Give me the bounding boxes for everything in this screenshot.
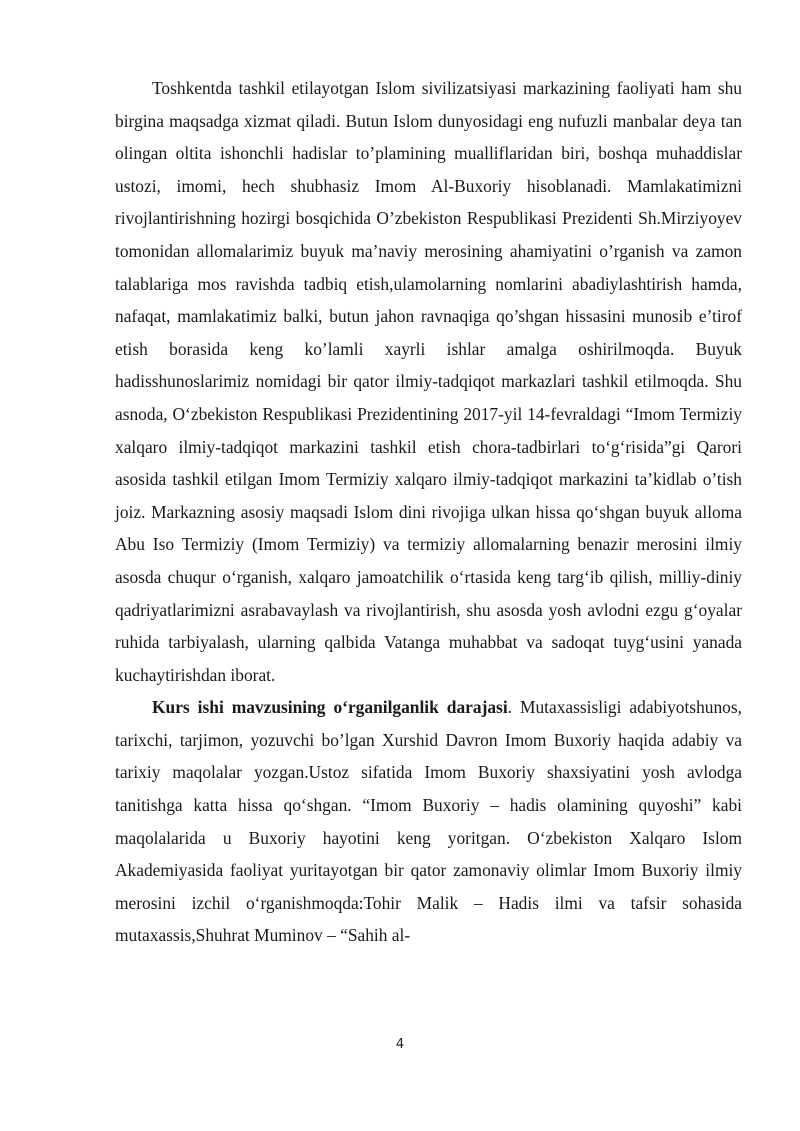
paragraph-2: [115, 691, 742, 952]
paragraph-1: Toshkentda tashkil etilayotgan Islom sivilizatsiyasi markazining faoliyati ham shu birgina maqsadga xizmat qiladi. Butun Islom dunyosidagi eng nufuzli manbalar deya tan olingan oltita ishonchli hadislar to’plamining mualliflaridan biri, boshqa muhaddislar ustozi, imomi, hech shubhasiz Imom Al-Buxoriy hisoblanadi. Mamlakatimizni rivojlantirishning hozirgi bosqichida O’zbekiston Respublikasi Prezidenti Sh.Mirziyoyev tomonidan allomalarimiz buyuk ma’naviy merosining ahamiyatini o’rganish va zamon talablariga mos ravishda tadbiq etish,ulamolarning nomlarini abadiylashtirish hamda, nafaqat, mamlakatimiz balki, butun jahon ravnaqiga qo’shgan hissasini munosib e’tirof etish borasida keng ko’lamli xayrli ishlar amalga oshirilmoqda. Buyuk hadisshunoslarimiz nomidagi bir qator ilmiy-tadqiqot markazlari tashkil etilmoqda. Shu asnoda, O‘zbekiston Respublikasi Prezidentining 2017-yil 14-fevraldagi “Imom Termiziy xalqaro ilmiy-tadqiqot markazini tashkil etish chora-tadbirlari to‘g‘risida”gi Qarori asosida tashkil etilgan Imom Termiziy xalqaro ilmiy-tadqiqot markazini ta’kidlab o’tish joiz. Markazning asosiy maqsadi Islom dini rivojiga ulkan hissa qo‘shgan buyuk alloma Abu Iso Termiziy (Imom Termiziy) va termiziy allomalarning benazir merosini ilmiy asosda chuqur o‘rganish, xalqaro jamoatchilik o‘rtasida keng targ‘ib qilish, milliy-diniy qadriyatlarimizni asrabavaylash va rivojlantirish, shu asosda yosh avlodni ezgu g‘oyalar ruhida tarbiyalash, ularning qalbida Vatanga muhabbat va sadoqat tuyg‘usini yanada kuchaytirishdan iborat.: [115, 78, 742, 685]
section-heading: Kurs ishi mavzusining o‘rganilganlik darajasi: [152, 697, 508, 718]
paragraph-2-body: Mutaxassisligi adabiyotshunos, tarixchi, tarjimon, yozuvchi bo’lgan Xurshid Davron Imom Buxoriy haqida adabiy va tarixiy maqolalar yozgan.Ustoz sifatida Imom Buxoriy shaxsiyatini yosh avlodga tanitishga katta hissa qo‘shgan. “Imom Buxoriy – hadis olamining quyoshi” kabi maqolalarida u Buxoriy hayotini keng yoritgan. O‘zbekiston Xalqaro Islom Akademiyasida faoliyat yuritayotgan bir qator zamonaviy olimlar Imom Buxoriy ilmiy merosini izchil o‘rganishmoqda:Tohir Malik – Hadis ilmi va tafsir sohasida mutaxassis,Shuhrat Muminov – “Sahih al-: [115, 697, 742, 946]
section-heading-period: .: [507, 697, 513, 718]
document-body: [115, 72, 742, 952]
page-number: 4: [395, 1037, 405, 1052]
